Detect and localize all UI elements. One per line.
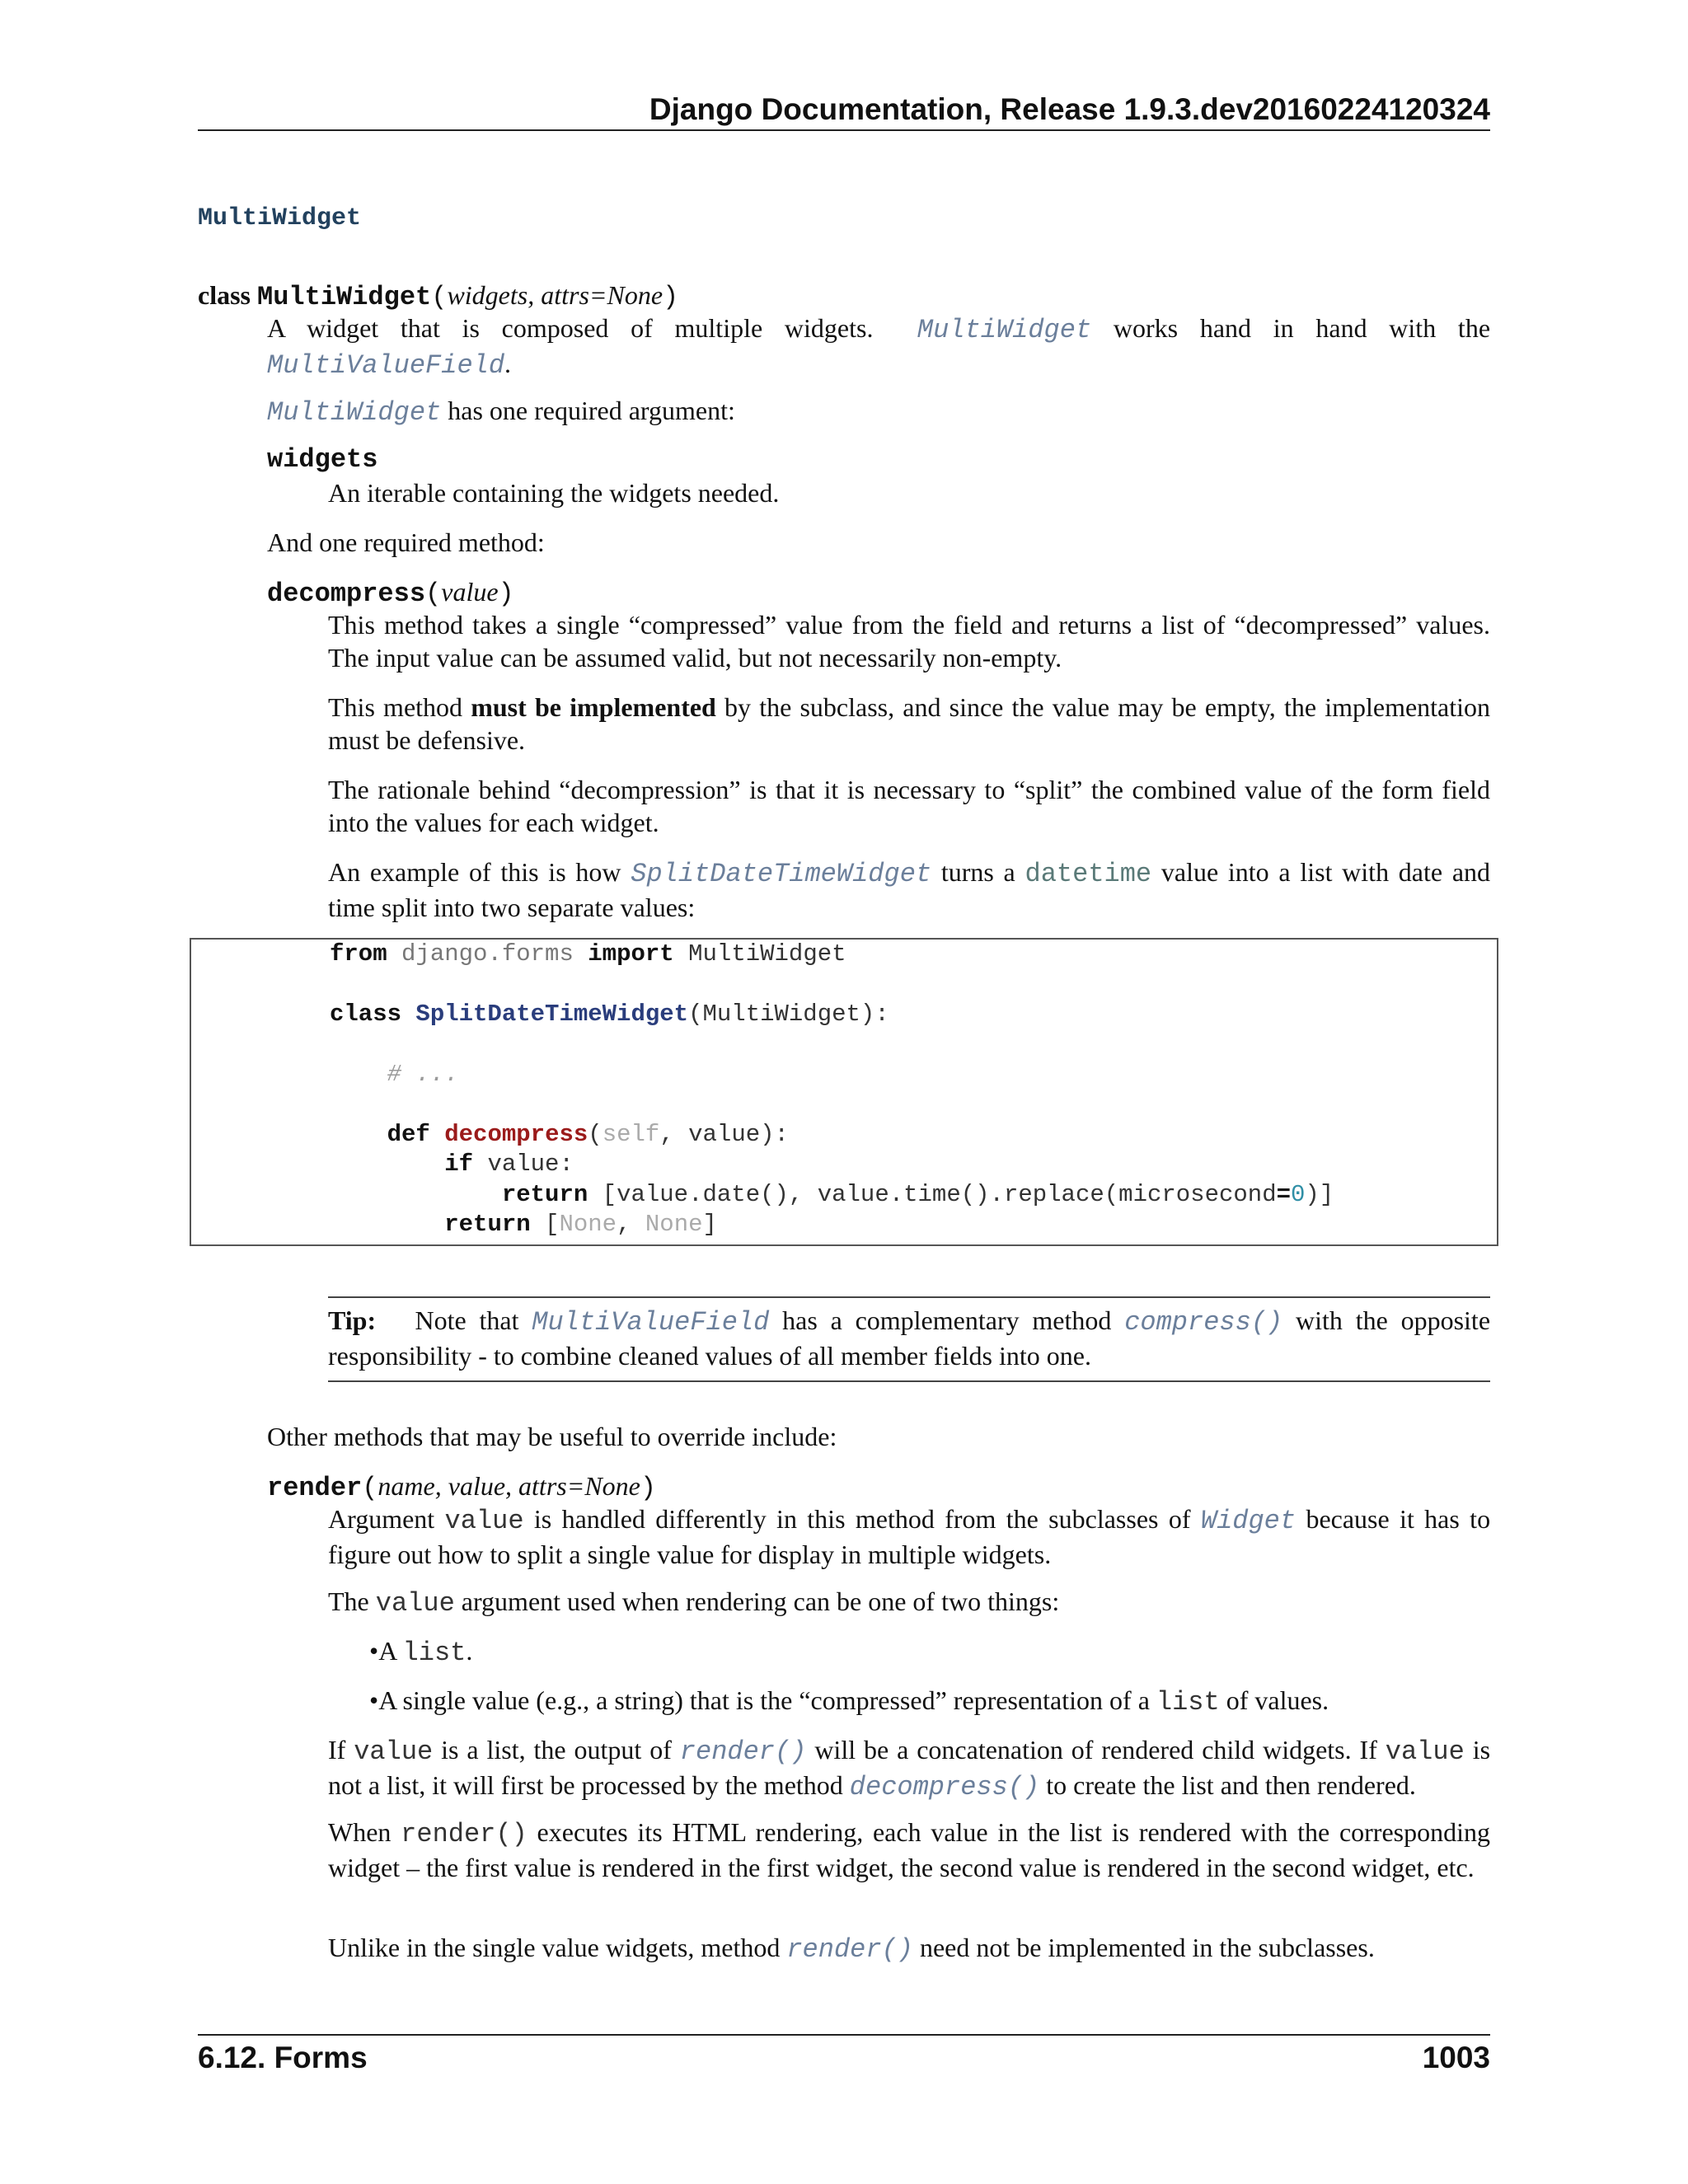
class-signature xyxy=(198,279,678,314)
decompress-p2-text-b: by the subclass, and since the value may be empty, the implementation must be defensive. xyxy=(328,692,1491,755)
other-methods-text: Other methods that may be useful to override include: xyxy=(267,1422,837,1451)
render-p1-text-c: because it has to figure out how to split a single value for display in multiple widgets. xyxy=(328,1504,1491,1569)
intro-text-2: works hand in hand with the xyxy=(1113,313,1491,343)
bullet-2-text-a: •A single value (e.g., a string) that is the “compressed” representation of a xyxy=(369,1685,1150,1715)
render-params: name, value, attrs=None xyxy=(377,1471,640,1501)
render-paragraph-4 xyxy=(328,1816,1490,1884)
render-link-1[interactable]: render() xyxy=(679,1736,807,1767)
code-line-import: from django.forms import MultiWidget xyxy=(330,940,846,968)
intro-text-3: . xyxy=(504,349,512,378)
bullet-1-text-a: •A xyxy=(369,1636,396,1666)
tip-top-rule xyxy=(328,1296,1490,1298)
decompress-paragraph-4 xyxy=(328,855,1490,924)
render-p3-text-a: If xyxy=(328,1735,346,1765)
widgets-attribute-name: widgets xyxy=(267,444,378,475)
compress-link[interactable]: compress() xyxy=(1124,1307,1283,1338)
render-p3-text-c: will be a concatenation of rendered child widgets. If xyxy=(814,1735,1377,1765)
class-keyword: class xyxy=(198,280,251,310)
decompress-p4-text-a: An example of this is how xyxy=(328,857,621,887)
render-name: render xyxy=(267,1473,363,1503)
render-close-paren: ) xyxy=(640,1473,657,1503)
decompress-paragraph-1: This method takes a single “compressed” value from the field and returns a list of “decompressed” values. The input value can be assumed valid, but not necessarily non-empty. xyxy=(328,610,1490,673)
decompress-paragraph-3: The rationale behind “decompression” is that it is necessary to “split” the combined value of the form field into the values for each widget. xyxy=(328,775,1490,837)
multiwidget-link[interactable]: MultiWidget xyxy=(917,315,1092,345)
value-code-3: value xyxy=(354,1736,434,1767)
class-name: MultiWidget xyxy=(257,282,432,312)
render-p1-text-b: is handled differently in this method from the subclasses of xyxy=(533,1504,1191,1534)
decompress-p4-text-c: value into a list with date and time split into two separate values: xyxy=(328,857,1491,922)
render-paragraph-2 xyxy=(328,1585,1059,1620)
render-p2-text-b: argument used when rendering can be one of two things: xyxy=(461,1586,1060,1616)
render-signature xyxy=(267,1469,656,1505)
value-code-1: value xyxy=(444,1506,524,1536)
render-p3-text-d: is not a list, it will first be processed by the method xyxy=(328,1735,1491,1800)
code-example-block xyxy=(190,938,1498,1246)
decompress-signature xyxy=(267,575,514,611)
required-argument-paragraph xyxy=(267,394,735,429)
render-p2-text-a: The xyxy=(328,1586,369,1616)
render-p5-text-b: need not be implemented in the subclasses. xyxy=(919,1933,1375,1962)
running-header: Django Documentation, Release 1.9.3.dev20160224120324 xyxy=(649,92,1490,126)
multivaluefield-link[interactable]: MultiValueField xyxy=(267,350,505,381)
intro-paragraph xyxy=(267,312,1490,382)
header-rule xyxy=(198,129,1490,131)
footer-page-number: 1003 xyxy=(1422,2041,1490,2074)
code-line-comment: # ... xyxy=(387,1061,459,1088)
tip-multivaluefield-link[interactable]: MultiValueField xyxy=(532,1307,770,1338)
decompress-params: value xyxy=(441,577,499,607)
footer-section-title: 6.12. Forms xyxy=(198,2041,368,2074)
bullet-1-text-b: . xyxy=(466,1636,473,1666)
render-open-paren: ( xyxy=(362,1473,378,1503)
tip-text-1: Note that xyxy=(415,1305,519,1335)
sig-open-paren: ( xyxy=(431,282,448,312)
render-p3-text-e: to create the list and then rendered. xyxy=(1046,1770,1416,1800)
tip-bottom-rule xyxy=(328,1380,1490,1382)
tip-admonition xyxy=(328,1304,1490,1372)
render-p1-text-a: Argument xyxy=(328,1504,435,1534)
sig-close-paren: ) xyxy=(663,282,679,312)
code-line-def: def decompress(self, value): xyxy=(387,1121,789,1148)
decompress-p4-text-b: turns a xyxy=(940,857,1015,887)
code-line-return-none: return [None, None] xyxy=(444,1211,717,1238)
footer-rule xyxy=(198,2034,1490,2036)
decompress-close-paren: ) xyxy=(498,579,514,609)
code-line-return-list: return [value.date(), value.time().replace(microsecond=0)] xyxy=(501,1181,1334,1208)
render-p4-text-a: When xyxy=(328,1817,392,1847)
code-line-class: class SplitDateTimeWidget(MultiWidget): xyxy=(330,1001,889,1028)
tip-text-3: with the opposite responsibility - to combine cleaned values of all member fields into one. xyxy=(328,1305,1491,1371)
decompress-paragraph-2 xyxy=(328,691,1490,757)
datetime-literal: datetime xyxy=(1025,859,1152,889)
tip-label: Tip: xyxy=(328,1305,377,1335)
render-link-2[interactable]: render() xyxy=(786,1934,913,1965)
render-p4-text-b: executes its HTML rendering, each value in the list is rendered with the corresponding widget – the first value is rendered in the first widget, the second value is rendered in the second widget, etc. xyxy=(328,1817,1491,1882)
value-code-2: value xyxy=(375,1588,455,1619)
bullet-item-list xyxy=(369,1634,472,1670)
decompress-p2-text-a: This method xyxy=(328,692,463,722)
code-line-if: if value: xyxy=(444,1151,574,1178)
render-code: render() xyxy=(401,1819,528,1849)
required-method-text: And one required method: xyxy=(267,527,545,557)
splitdatetimewidget-link[interactable]: SplitDateTimeWidget xyxy=(631,859,932,889)
list-code-1: list xyxy=(402,1638,467,1668)
bullet-item-single-value xyxy=(369,1684,1329,1719)
decompress-link[interactable]: decompress() xyxy=(849,1772,1040,1802)
decompress-open-paren: ( xyxy=(425,579,442,609)
render-p3-text-b: is a list, the output of xyxy=(441,1735,672,1765)
bullet-2-text-b: of values. xyxy=(1226,1685,1329,1715)
tip-text-2: has a complementary method xyxy=(782,1305,1112,1335)
intro-text-1: A widget that is composed of multiple widgets. xyxy=(267,313,874,343)
section-anchor-link[interactable]: MultiWidget xyxy=(198,204,362,232)
value-code-4: value xyxy=(1385,1736,1465,1767)
multiwidget-link-2[interactable]: MultiWidget xyxy=(267,397,442,428)
render-paragraph-1 xyxy=(328,1502,1490,1571)
render-paragraph-5 xyxy=(328,1931,1375,1966)
list-code-2: list xyxy=(1156,1687,1220,1718)
widgets-attribute-description: An iterable containing the widgets needed. xyxy=(328,478,780,508)
must-be-implemented-emphasis: must be implemented xyxy=(471,692,716,722)
required-argument-text: has one required argument: xyxy=(448,396,735,425)
decompress-name: decompress xyxy=(267,579,426,609)
render-p5-text-a: Unlike in the single value widgets, method xyxy=(328,1933,781,1962)
render-paragraph-3 xyxy=(328,1733,1490,1804)
widget-link[interactable]: Widget xyxy=(1200,1506,1296,1536)
class-params: widgets, attrs=None xyxy=(447,280,663,310)
